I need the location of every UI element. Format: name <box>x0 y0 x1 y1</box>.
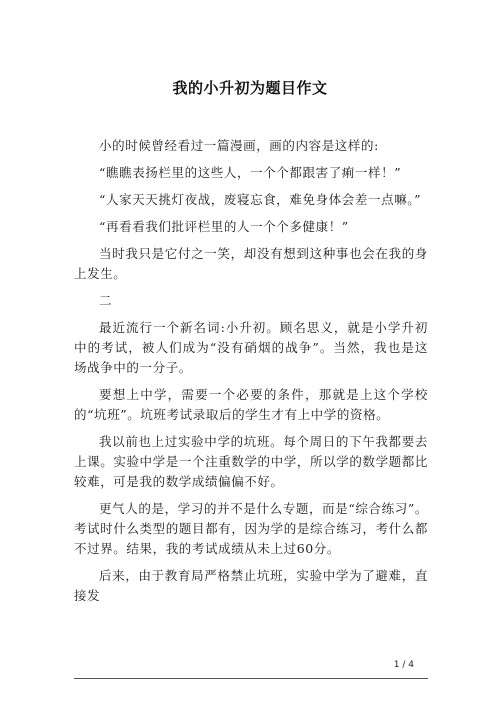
paragraph: 更气人的是，学习的并不是什么专题，而是“综合练习”。考试时什么类型的题目都有，因为学的是综合练习，考什么都不过界。结果，我的考试成绩从未上过60分。 <box>74 501 428 556</box>
page-number: 1 / 4 <box>393 660 414 670</box>
paragraph: 当时我只是它付之一笑，却没有想到这种事也会在我的身上发生。 <box>74 246 428 281</box>
paragraph: 最近流行一个新名词:小升初。顾名思义，就是小学升初中的考试，被人们成为“没有硝烟的战争”。当然，我也是这场战争中的一分子。 <box>74 320 428 375</box>
document-body <box>74 136 428 606</box>
paragraph: 要想上中学，需要一个必要的条件，那就是上这个学校的“坑班”。坑班考试录取后的学生才有上中学的资格。 <box>74 387 428 422</box>
paragraph: 我以前也上过实验中学的坑班。每个周日的下午我都要去上课。实验中学是一个注重数学的中学，所以学的数学题都比较难，可是我的数学成绩偏偏不好。 <box>74 434 428 489</box>
section-heading: 二 <box>99 293 113 308</box>
paragraph: “瞧瞧表扬栏里的这些人，一个个都跟害了痢一样！” <box>99 165 402 180</box>
document-title: 我的小升初为题目作文 <box>172 79 328 97</box>
paragraph: 后来，由于教育局严格禁止坑班，实验中学为了避难，直接发 <box>74 568 428 603</box>
paragraph: 小的时候曾经看过一篇漫画，画的内容是这样的: <box>99 138 379 153</box>
paragraph: “人家天天挑灯夜战，废寝忘食，难免身体会差一点嘛。” <box>99 192 422 207</box>
paragraph: “再看看我们批评栏里的人一个个多健康！” <box>99 219 349 234</box>
footer-divider <box>74 678 428 679</box>
